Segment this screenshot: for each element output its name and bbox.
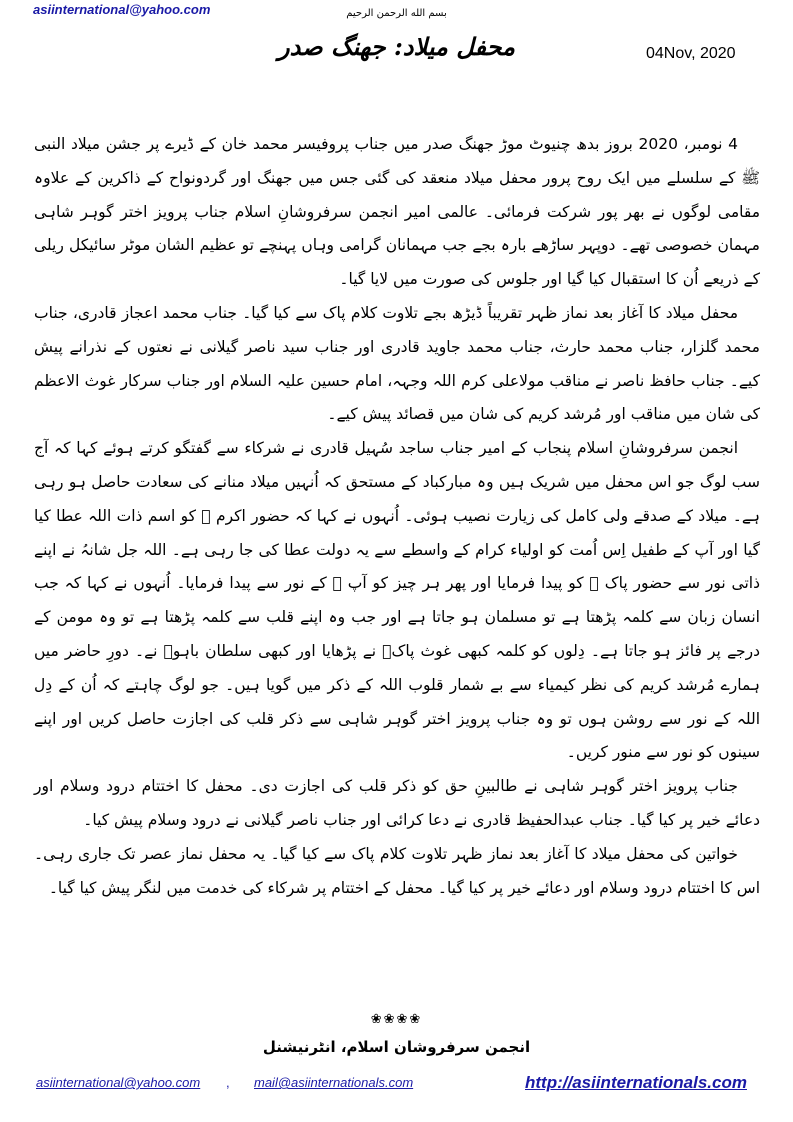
footer-separator: , — [226, 1075, 230, 1090]
footer-mail-link[interactable]: mail@asiinternationals.com — [254, 1075, 414, 1090]
article-body — [34, 128, 760, 905]
paragraph-3: انجمن سرفروشانِ اسلام پنجاب کے امیر جناب ساجد سُہیل قادری نے شرکاء سے گفتگو کرتے ہوئے کہا کہ آج سب لوگ جو اس محفل میں شریک ہیں وہ مبارکباد کے مستحق کہ اُنہیں میلاد منانے کی سعادت حاصل ہو رہی ہے۔ میلاد کے صدقے ولی کامل کی زیارت نصیب ہوئی۔ اُنہوں نے کہا کہ حضور اکرم ﷺ کو اسم ذات اللہ عطا کیا گیا اور آپ کے طفیل اِس اُمت کو اولیاء کرام کے واسطے سے یہ دولت عطا کی جا رہی ہے۔ اللہ جل شانہُ نے اپنے ذاتی نور سے حضور پاک ﷺ کو پیدا فرمایا اور پھر ہر چیز کو آپ ﷺ کے نور سے پیدا فرمایا۔ اُنہوں نے کہا کہ جب انسان زبان سے کلمہ پڑھتا ہے تو مسلمان ہو جاتا ہے اور جب وہ اپنے قلب سے کلمہ پڑھتا ہے تو وہ مومن کے درجے پر فائز ہو جاتا ہے۔ دِلوں کو کلمہ کبھی غوث پاکؓ نے پڑھایا اور کبھی سلطان باہوؒ نے۔ دورِ حاضر میں ہمارے مُرشد کریم کی نظر کیمیاء سے بے شمار قلوب اللہ کے ذکر میں گویا ہیں۔ جو لوگ چاہتے کہ اُن کے دِل اللہ کے نور سے روشن ہوں تو وہ جناب پرویز اختر گوہر شاہی سے ذکر قلب کی اجازت حاصل کریں اور اپنے سینوں کو نور سے منور کریں۔ — [34, 439, 760, 762]
organization-name: انجمن سرفروشان اسلام، انٹرنیشنل — [262, 1038, 531, 1056]
flower-ornament: ❀❀❀❀ — [370, 1012, 423, 1027]
website-link[interactable]: http://asiinternationals.com — [525, 1073, 747, 1092]
paragraph-5: خواتین کی محفل میلاد کا آغاز بعد نماز ظہر تلاوت کلام پاک سے کیا گیا۔ یہ محفل نماز عصر تک جاری رہی۔ اس کا اختتام درود وسلام اور دعائے خیر پر کیا گیا۔ محفل کے اختتام پر شرکاء کی خدمت میں لنگر پیش کیا گیا۔ — [34, 844, 760, 897]
paragraph-1: 4 نومبر، 2020 بروز بدھ چنیوٹ موڑ جھنگ صدر میں جناب پروفیسر محمد خان کے ڈیرے پر جشن میلاد النبی ﷺ کے سلسلے میں ایک روح پرور محفل میلاد منعقد کی گئی جس میں جھنگ اور گردونواح کے ذاکرین کے علاوہ مقامی لوگوں نے بھر پور شرکت فرمائی۔ عالمی امیر انجمن سرفروشانِ اسلام جناب پرویز اختر گوہر شاہی مہمان خصوصی تھے۔ دوپہر ساڑھے بارہ بجے جب مہمانان گرامی وہاں پہنچے تو عظیم الشان موٹر سائیکل ریلی کے ذریعے اُن کا استقبال کیا گیا اور جلوس کی صورت میں لایا گیا۔ — [34, 135, 760, 289]
header-email-link[interactable]: asiinternational@yahoo.com — [33, 2, 211, 17]
date-label: 04Nov, 2020 — [646, 45, 736, 62]
bismillah-text: بسم الله الرحمن الرحیم — [346, 8, 447, 19]
page-title: محفل میلاد: جھنگ صدر — [278, 32, 515, 61]
paragraph-4: جناب پرویز اختر گوہر شاہی نے طالبینِ حق کو ذکر قلب کی اجازت دی۔ محفل کا اختتام درود وسلام اور دعائے خیر پر کیا گیا۔ جناب عبدالحفیظ قادری نے دعا کرائی اور جناب ناصر گیلانی نے درود وسلام پیش کیا۔ — [34, 777, 760, 829]
paragraph-2: محفل میلاد کا آغاز بعد نماز ظہر تقریباً ڈیڑھ بجے تلاوت کلام پاک سے کیا گیا۔ جناب محمد اعجاز قادری، جناب محمد گلزار، جناب محمد حارث، جناب محمد جاوید قادری اور جناب سید ناصر گیلانی نے نعتوں کے نذرانے پیش کیے۔ جناب حافظ ناصر نے مناقب مولاعلی کرم اللہ وجہہ، امام حسین علیہ السلام اور جناب سرکار غوث الاعظم کی شان میں مناقب اور مُرشد کریم کی شان میں قصائد پیش کیے۔ — [34, 303, 760, 424]
footer-email-link[interactable]: asiinternational@yahoo.com — [36, 1075, 201, 1090]
